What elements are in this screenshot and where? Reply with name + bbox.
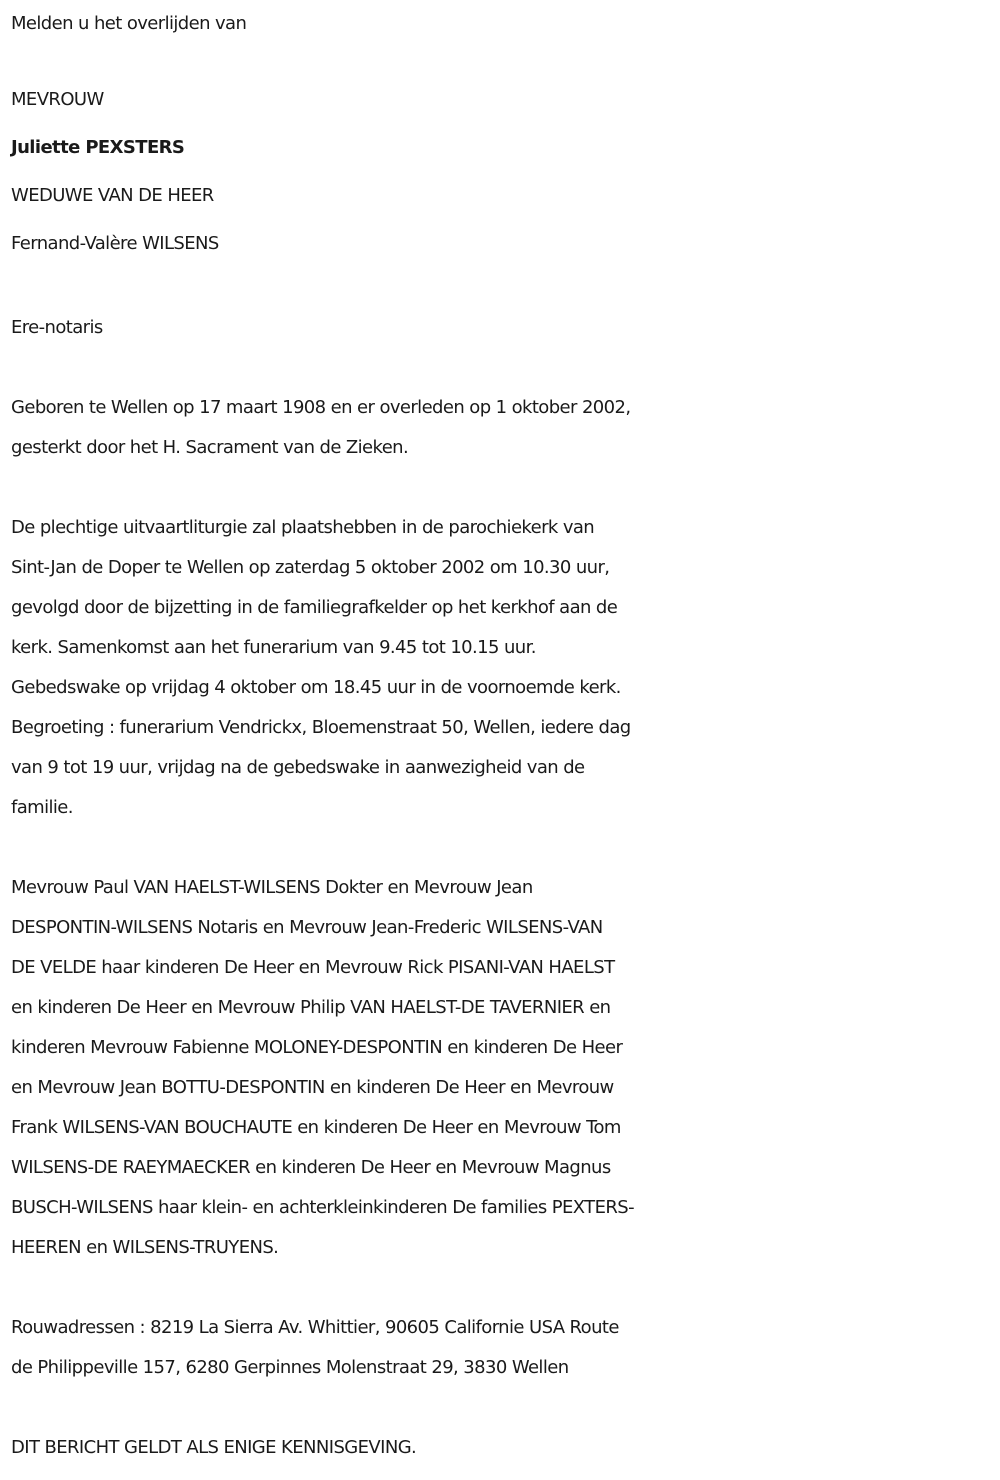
paragraph-line: kinderen Mevrouw Fabienne MOLONEY-DESPONTIN en kinderen De Heer xyxy=(11,1037,623,1058)
paragraph-line: en kinderen De Heer en Mevrouw Philip VAN HAELST-DE TAVERNIER en xyxy=(11,997,611,1018)
paragraph-line: familie. xyxy=(11,797,73,818)
widow-of-label: WEDUWE VAN DE HEER xyxy=(11,185,214,206)
paragraph-line: de Philippeville 157, 6280 Gerpinnes Molenstraat 29, 3830 Wellen xyxy=(11,1357,569,1378)
paragraph-line: HEEREN en WILSENS-TRUYENS. xyxy=(11,1237,279,1258)
family-paragraph xyxy=(11,868,1000,1268)
paragraph-line: Rouwadressen : 8219 La Sierra Av. Whittier, 90605 Californie USA Route xyxy=(11,1317,619,1338)
paragraph-line: gevolgd door de bijzetting in de familiegrafkelder op het kerkhof aan de xyxy=(11,597,618,618)
ceremony-paragraph xyxy=(11,508,1000,828)
paragraph-line: gesterkt door het H. Sacrament van de Zieken. xyxy=(11,437,409,458)
paragraph-line: Sint-Jan de Doper te Wellen op zaterdag 5 oktober 2002 om 10.30 uur, xyxy=(11,557,610,578)
paragraph-line: DESPONTIN-WILSENS Notaris en Mevrouw Jean-Frederic WILSENS-VAN xyxy=(11,917,603,938)
deceased-title: MEVROUW xyxy=(11,89,104,110)
spacer xyxy=(11,268,1000,308)
paragraph-line: van 9 tot 19 uur, vrijdag na de gebedswake in aanwezigheid van de xyxy=(11,757,585,778)
spacer xyxy=(11,44,1000,76)
intro-text: Melden u het overlijden van xyxy=(11,13,247,34)
spacer xyxy=(11,348,1000,388)
paragraph-line: en Mevrouw Jean BOTTU-DESPONTIN en kinderen De Heer en Mevrouw xyxy=(11,1077,614,1098)
paragraph-line: kerk. Samenkomst aan het funerarium van 9.45 tot 10.15 uur. xyxy=(11,637,536,658)
paragraph-line: Mevrouw Paul VAN HAELST-WILSENS Dokter en Mevrouw Jean xyxy=(11,877,533,898)
husband-name: Fernand-Valère WILSENS xyxy=(11,233,219,254)
spacer xyxy=(11,1388,1000,1428)
paragraph-line: Gebedswake op vrijdag 4 oktober om 18.45 uur in de voornoemde kerk. xyxy=(11,677,621,698)
birth-death-paragraph xyxy=(11,388,1000,468)
closing-text: DIT BERICHT GELDT ALS ENIGE KENNISGEVING. xyxy=(11,1437,417,1458)
spacer xyxy=(11,1268,1000,1308)
paragraph-line: BUSCH-WILSENS haar klein- en achterkleinkinderen De families PEXTERS- xyxy=(11,1197,634,1218)
paragraph-line: WILSENS-DE RAEYMAECKER en kinderen De Heer en Mevrouw Magnus xyxy=(11,1157,611,1178)
deceased-name: Juliette PEXSTERS xyxy=(11,137,185,158)
paragraph-line: DE VELDE haar kinderen De Heer en Mevrouw Rick PISANI-VAN HAELST xyxy=(11,957,615,978)
addresses-paragraph xyxy=(11,1308,1000,1388)
spacer xyxy=(11,468,1000,508)
paragraph-line: Begroeting : funerarium Vendrickx, Bloemenstraat 50, Wellen, iedere dag xyxy=(11,717,631,738)
paragraph-line: Frank WILSENS-VAN BOUCHAUTE en kinderen De Heer en Mevrouw Tom xyxy=(11,1117,621,1138)
occupation-text: Ere-notaris xyxy=(11,317,103,338)
spacer xyxy=(11,828,1000,868)
paragraph-line: Geboren te Wellen op 17 maart 1908 en er overleden op 1 oktober 2002, xyxy=(11,397,631,418)
paragraph-line: De plechtige uitvaartliturgie zal plaatshebben in de parochiekerk van xyxy=(11,517,595,538)
